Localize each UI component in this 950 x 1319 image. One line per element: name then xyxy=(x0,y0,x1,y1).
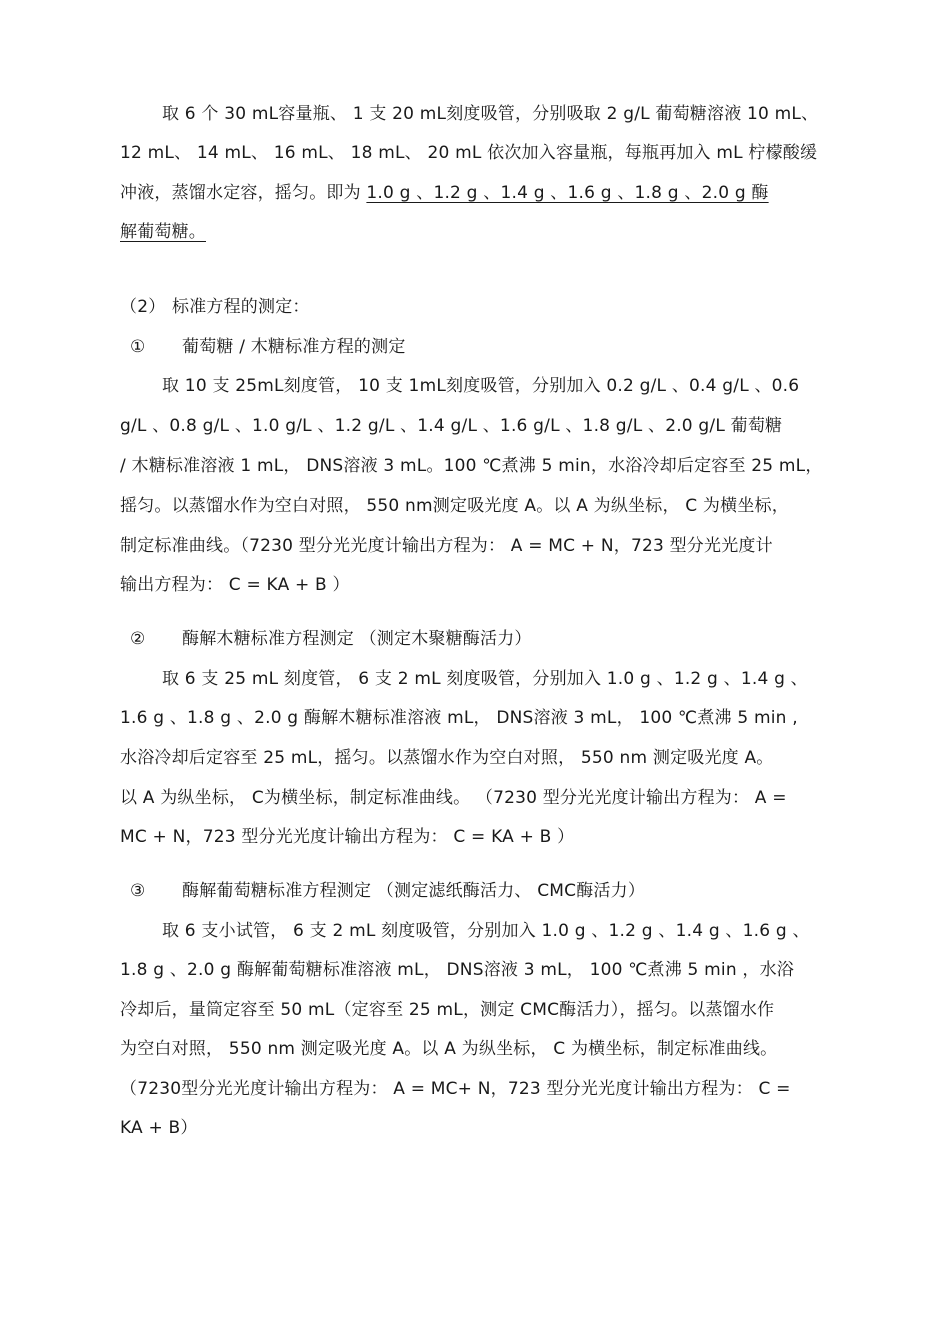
sub1-line6: 输出方程为： C = KA + B ） xyxy=(120,575,350,595)
sub1-line4: 摇匀。以蒸馏水作为空白对照， 550 nm测定吸光度 A。以 A 为纵坐标， C 为横坐标， xyxy=(120,496,789,516)
para1-underlined-end: 解葡萄糖。 xyxy=(120,222,206,242)
section-title: 标准方程的测定： xyxy=(172,297,310,317)
sub3-line4: 为空白对照， 550 nm 测定吸光度 A。以 A 为纵坐标， C 为横坐标，制定标准曲线。 xyxy=(120,1039,778,1059)
sub1-line5: 制定标准曲线。（7230 型分光光度计输出方程为： A = MC + N，723 型分光光度计 xyxy=(120,536,773,556)
para1-line1: 取 6 个 30 mL容量瓶、 1 支 20 mL刻度吸管，分别吸取 2 g/L 葡萄糖溶液 10 mL、 xyxy=(162,104,819,124)
sub3-line5: （7230型分光光度计输出方程为： A = MC+ N，723 型分光光度计输出方程为： C = xyxy=(120,1079,791,1099)
sub2-line2: 1.6 g 、1.8 g 、2.0 g 酶解木糖标准溶液 mL， DNS溶液 3 mL， 100 ℃煮沸 5 min , xyxy=(120,708,798,728)
para1-underlined-text: 1.0 g 、1.2 g 、1.4 g 、1.6 g 、1.8 g 、2.0 g 酶 xyxy=(366,183,769,203)
subsection-3-number: ③ xyxy=(130,881,146,901)
sub3-line3: 冷却后，量筒定容至 50 mL（定容至 25 mL，测定 CMC酶活力），摇匀。以蒸馏水作 xyxy=(120,1000,775,1020)
para1-line2: 12 mL、 14 mL、 16 mL、 18 mL、 20 mL 依次加入容量瓶，每瓶再加入 mL 柠檬酸缓 xyxy=(120,143,818,163)
sub3-line1: 取 6 支小试管， 6 支 2 mL 刻度吸管，分别加入 1.0 g 、1.2 g 、1.4 g 、1.6 g 、 xyxy=(162,921,810,941)
sub1-line3: / 木糖标准溶液 1 mL， DNS溶液 3 mL。100 ℃煮沸 5 min，水浴冷却后定容至 25 mL， xyxy=(120,456,823,476)
subsection-2-heading xyxy=(130,627,870,651)
para1-line4 xyxy=(120,220,860,244)
para1-line3-text: 冲液，蒸馏水定容，摇匀。即为 xyxy=(120,183,367,203)
para1-line3 xyxy=(120,181,860,205)
sub1-line2: g/L 、0.8 g/L 、1.0 g/L 、1.2 g/L 、1.4 g/L 、1.6 g/L 、1.8 g/L 、2.0 g/L 葡萄糖 xyxy=(120,416,783,436)
sub1-line1: 取 10 支 25mL刻度管， 10 支 1mL刻度吸管，分别加入 0.2 g/L 、0.4 g/L 、0.6 xyxy=(162,376,800,396)
sub3-line6: KA + B） xyxy=(120,1118,198,1138)
subsection-1-heading xyxy=(130,335,870,359)
subsection-2-number: ② xyxy=(130,629,146,649)
subsection-1-title: 葡萄糖 / 木糖标准方程的测定 xyxy=(182,337,406,357)
sub3-line2: 1.8 g 、2.0 g 酶解葡萄糖标准溶液 mL， DNS溶液 3 mL， 100 ℃煮沸 5 min ，水浴 xyxy=(120,960,794,980)
sub2-line3: 水浴冷却后定容至 25 mL，摇匀。以蒸馏水作为空白对照， 550 nm 测定吸光度 A。 xyxy=(120,748,774,768)
subsection-3-heading xyxy=(130,879,870,903)
subsection-2-title: 酶解木糖标准方程测定 （测定木聚糖酶活力） xyxy=(182,629,532,649)
section-number: （2） xyxy=(120,297,166,317)
sub2-line1: 取 6 支 25 mL 刻度管， 6 支 2 mL 刻度吸管，分别加入 1.0 g 、1.2 g 、1.4 g 、 xyxy=(162,669,808,689)
section-heading xyxy=(120,295,860,319)
subsection-3-title: 酶解葡萄糖标准方程测定 （测定滤纸酶活力、 CMC酶活力） xyxy=(182,881,646,901)
sub2-line5: MC + N，723 型分光光度计输出方程为： C = KA + B ） xyxy=(120,827,575,847)
sub2-line4: 以 A 为纵坐标， C为横坐标，制定标准曲线。 （7230 型分光光度计输出方程为： A = xyxy=(120,788,787,808)
subsection-1-number: ① xyxy=(130,337,146,357)
